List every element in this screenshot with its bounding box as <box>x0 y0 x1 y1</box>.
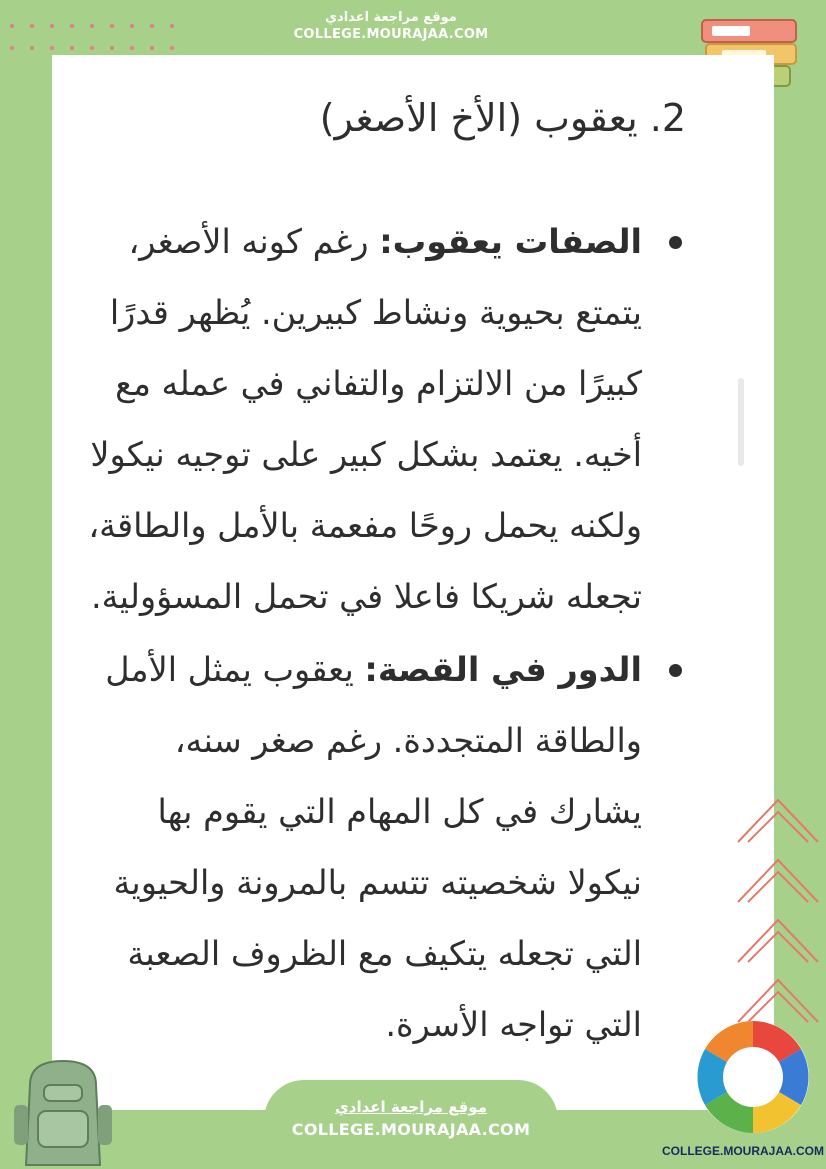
bullet-text: رغم كونه الأصغر، يتمتع بحيوية ونشاط كبيرين. يُظهر قدرًا كبيرًا من الالتزام والتفاني في عمله مع أخيه. يعتمد بشكل كبير على توجيه نيكولا ولكنه يحمل روحًا مفعمة بالأمل والطاقة، تجعله شريكا فاعلا في تحمل المسؤولية. <box>88 222 642 616</box>
chevrons-decoration <box>732 792 822 1032</box>
decorative-dot <box>130 24 134 28</box>
decorative-dot <box>50 46 54 50</box>
backpack-icon <box>8 1055 118 1169</box>
decorative-dot <box>10 46 14 50</box>
decorative-dot <box>150 46 154 50</box>
decorative-dot <box>170 24 174 28</box>
section-heading: 2. يعقوب (الأخ الأصغر) <box>319 96 686 140</box>
footer-site-url[interactable]: COLLEGE.MOURAJAA.COM <box>291 1120 531 1139</box>
decorative-dot <box>110 24 114 28</box>
bullet-role <box>76 634 686 1060</box>
bullet-term: الدور في القصة: <box>364 650 642 689</box>
logo-label: COLLEGE.MOURAJAA.COM <box>662 1144 824 1158</box>
decorative-dots <box>0 0 200 60</box>
bullet-term: الصفات يعقوب: <box>379 222 642 261</box>
footer-site-name[interactable]: موقع مراجعة اعدادي <box>335 1098 487 1116</box>
decorative-dot <box>170 46 174 50</box>
decorative-dot <box>90 24 94 28</box>
bullet-dot <box>669 236 682 249</box>
bullet-dot <box>669 664 682 677</box>
decorative-dot <box>50 24 54 28</box>
decorative-dot <box>10 24 14 28</box>
decorative-dot <box>30 24 34 28</box>
document-body <box>76 90 686 1060</box>
header-banner <box>264 0 518 62</box>
bullet-traits <box>76 206 686 632</box>
decorative-dot <box>130 46 134 50</box>
scroll-indicator <box>738 378 744 466</box>
decorative-dot <box>70 24 74 28</box>
header-site-url[interactable]: COLLEGE.MOURAJAA.COM <box>293 27 489 42</box>
decorative-dot <box>150 24 154 28</box>
decorative-dot <box>90 46 94 50</box>
decorative-dot <box>70 46 74 50</box>
decorative-dot <box>30 46 34 50</box>
decorative-dot <box>110 46 114 50</box>
footer-banner <box>264 1080 558 1169</box>
subjects-wheel-logo <box>694 1018 812 1136</box>
header-site-name: موقع مراجعة اعدادي <box>325 10 457 25</box>
bullet-text: يعقوب يمثل الأمل والطاقة المتجددة. رغم صغر سنه، يشارك في كل المهام التي يقوم بها نيكولا شخصيته تتسم بالمرونة والحيوية التي تجعله يتكيف مع الظروف الصعبة التي تواجه الأسرة. <box>105 650 642 1044</box>
